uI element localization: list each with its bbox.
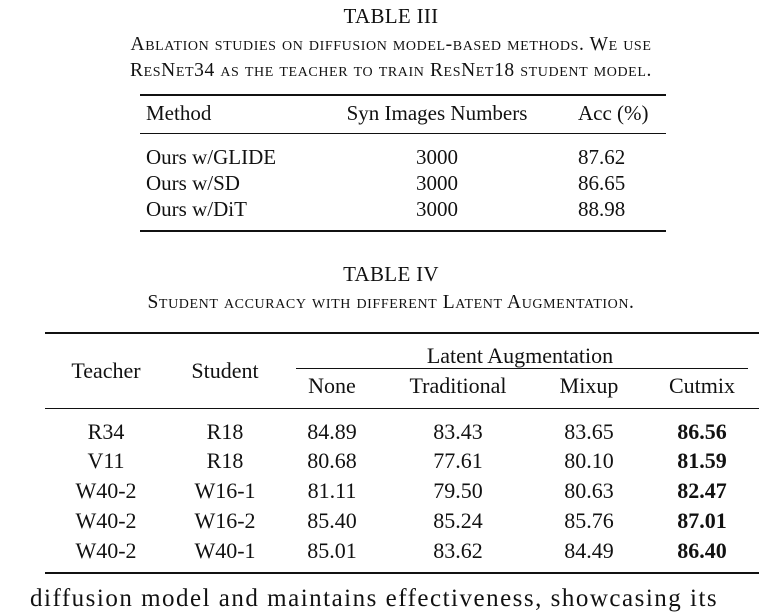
table4-top-rule xyxy=(45,332,759,334)
table4-mid-rule xyxy=(45,408,759,409)
table4-header-traditional: Traditional xyxy=(409,373,507,398)
table3-caption-line1: Ablation studies on diffusion model-based methods. We use xyxy=(130,34,652,55)
table4-row3-cutmix: 82.47 xyxy=(677,478,727,503)
table3-row2-method: Ours w/SD xyxy=(146,171,240,195)
body-text-fragment: diffusion model and maintains effectiveness, showcasing its xyxy=(30,585,719,612)
table4-row2-cutmix: 81.59 xyxy=(677,448,727,473)
table4-row1-traditional: 83.43 xyxy=(433,419,483,444)
table3-header-syn-images: Syn Images Numbers xyxy=(346,101,528,125)
table4-header-teacher: Teacher xyxy=(71,358,141,383)
table3-caption-line2: ResNet34 as the teacher to train ResNet18 student model. xyxy=(130,60,652,81)
table3-row2-syn: 3000 xyxy=(416,171,458,195)
table3-mid-rule xyxy=(140,133,666,134)
table4-row3-traditional: 79.50 xyxy=(433,478,483,503)
table4-row5-traditional: 83.62 xyxy=(433,538,483,563)
table4-bottom-rule xyxy=(45,572,759,574)
table4-row3-student: W16-1 xyxy=(194,478,256,503)
table3-label: TABLE III xyxy=(343,4,439,28)
table3-header-acc: Acc (%) xyxy=(578,101,649,125)
table3-row1-syn: 3000 xyxy=(416,145,458,169)
table4-header-student: Student xyxy=(191,358,259,383)
table3-row3-syn: 3000 xyxy=(416,197,458,221)
table4-caption: Student accuracy with different Latent Augmentation. xyxy=(147,292,635,313)
table3-row3-acc: 88.98 xyxy=(578,197,626,221)
table4-row2-teacher: V11 xyxy=(87,448,125,473)
table4-row4-mixup: 85.76 xyxy=(564,508,614,533)
table4-header-mixup: Mixup xyxy=(559,373,619,398)
table4-row5-none: 85.01 xyxy=(307,538,357,563)
table4-row1-cutmix: 86.56 xyxy=(677,419,727,444)
table3-row1-acc: 87.62 xyxy=(578,145,626,169)
table4-header-none: None xyxy=(308,373,356,398)
table4-group-rule xyxy=(296,368,748,369)
table4-row4-student: W16-2 xyxy=(194,508,256,533)
table4-row4-none: 85.40 xyxy=(307,508,357,533)
table4-row3-teacher: W40-2 xyxy=(75,478,137,503)
table4-row2-mixup: 80.10 xyxy=(564,448,614,473)
table3-row2-acc: 86.65 xyxy=(578,171,626,195)
table4-group-header: Latent Augmentation xyxy=(426,343,614,368)
table4-header-cutmix: Cutmix xyxy=(668,373,735,398)
table4-row1-teacher: R34 xyxy=(87,419,125,444)
table4-row1-mixup: 83.65 xyxy=(564,419,614,444)
table3-bottom-rule xyxy=(140,230,666,232)
table4-row2-student: R18 xyxy=(206,448,244,473)
table4-row1-student: R18 xyxy=(206,419,244,444)
table4-row5-student: W40-1 xyxy=(194,538,256,563)
table3-header-method: Method xyxy=(146,101,212,125)
table4-row4-teacher: W40-2 xyxy=(75,508,137,533)
table3-top-rule xyxy=(140,94,666,96)
table4-row5-cutmix: 86.40 xyxy=(677,538,727,563)
table4-row1-none: 84.89 xyxy=(307,419,357,444)
table4-row5-mixup: 84.49 xyxy=(564,538,614,563)
table4-row4-traditional: 85.24 xyxy=(433,508,483,533)
table4-row5-teacher: W40-2 xyxy=(75,538,137,563)
table4-row3-none: 81.11 xyxy=(307,478,357,503)
table3-row1-method: Ours w/GLIDE xyxy=(146,145,277,169)
table4-row3-mixup: 80.63 xyxy=(564,478,614,503)
table4-label: TABLE IV xyxy=(343,262,439,286)
table4-row2-traditional: 77.61 xyxy=(433,448,483,473)
table3-row3-method: Ours w/DiT xyxy=(146,197,247,221)
table4-row2-none: 80.68 xyxy=(307,448,357,473)
table4-row4-cutmix: 87.01 xyxy=(677,508,727,533)
